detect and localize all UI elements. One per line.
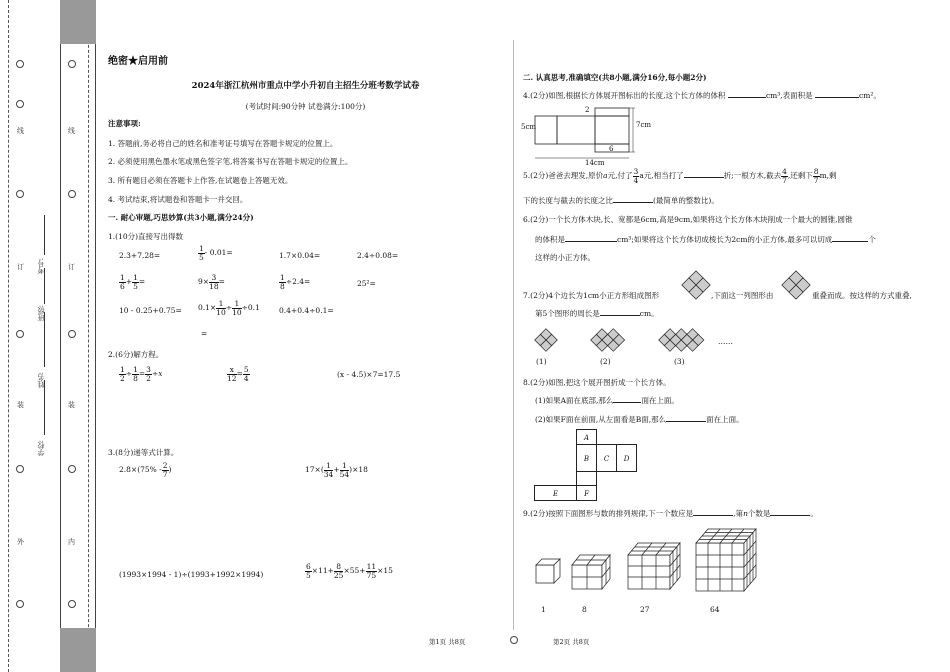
calc-expression: (1993×1994 - 1)÷(1993+1992×1994) xyxy=(119,570,264,579)
question-2: 2.(6分)解方程。 xyxy=(108,350,164,359)
answer-blank[interactable] xyxy=(815,97,859,98)
diamond-figure xyxy=(781,270,811,300)
seal-mark-line: 线 xyxy=(17,127,24,135)
answer-blank[interactable] xyxy=(693,515,733,516)
notice-item: 4. 考试结束,将试题卷和答题卡一并交回。 xyxy=(108,195,248,204)
answer-blank[interactable] xyxy=(832,241,868,242)
question-8: 8.(2分)如图,把这个展开图折成一个长方体。 xyxy=(523,378,671,387)
question-6-cont: 的体积是 cm³;如果将这个长方体切成棱长为2cm的小正方体,最多可以切成 个 xyxy=(535,235,876,244)
ellipsis: …… xyxy=(718,337,733,346)
hole-circle xyxy=(16,330,24,338)
dim-label: 7cm xyxy=(636,121,652,129)
dim-label: 5cm xyxy=(521,123,537,131)
calc-item: 0.1× $\frac{1}{10}$ ÷ $\frac{1}{10}$ ÷0.1 xyxy=(198,299,260,317)
seal-mark-bind: 装 xyxy=(17,401,24,409)
hole-circle xyxy=(68,190,76,198)
page-number-right: 第2页 共8页 xyxy=(553,638,590,646)
figure-label: (3) xyxy=(674,357,685,366)
hole-circle xyxy=(16,190,24,198)
gray-band-bottom xyxy=(60,628,96,672)
calc-item: $\frac{1}{5}$ - 0.01= xyxy=(199,244,233,262)
page-title: 2024年浙江杭州市重点中学小升初自主招生分班考数学试卷 xyxy=(191,81,420,91)
question-7-text: 重叠而成。按这样的方式重叠, xyxy=(812,291,912,300)
binding-frame xyxy=(60,44,96,628)
calc-item: 2.3+7.28= xyxy=(119,251,161,260)
hole-circle xyxy=(16,100,24,108)
hole-circle xyxy=(16,600,24,608)
page-center-mark xyxy=(510,636,518,644)
seal-mark-line: 线 xyxy=(68,127,75,135)
calc-item: 25²= xyxy=(357,279,376,288)
calc-item: $\frac{1}{6}$ + $\frac{1}{5}$ = xyxy=(120,273,146,291)
calc-item: 9× $\frac{3}{18}$ = xyxy=(198,273,225,291)
sequence-number: 1 xyxy=(541,605,546,614)
question-5-cont: 下的长度与截去的长度之比 (最简单的整数比)。 xyxy=(523,196,719,205)
secret-mark: 绝密★启用前 xyxy=(108,56,168,67)
cube-3 xyxy=(628,543,680,589)
hole-circle xyxy=(68,330,76,338)
notice-title: 注意事项: xyxy=(108,119,141,128)
outer-seal-line xyxy=(8,0,9,672)
calc-item-eq: = xyxy=(201,329,208,338)
question-5: 5.(2分)爸爸去理发,原价a元,付了 $\frac{3}{4}$ a元,相当打了 折;一根方木,截去 $\frac{4}{7}$ ,还剩下 $\frac{8}{7}$ m,剩 xyxy=(523,167,837,185)
answer-blank[interactable] xyxy=(728,97,766,98)
binding-strip xyxy=(0,0,96,672)
cube-sequence xyxy=(530,525,770,615)
dim-label: 6 xyxy=(609,145,614,153)
question-3: 3.(8分)递等式计算。 xyxy=(108,448,179,457)
dim-label: 14cm xyxy=(585,159,605,167)
question-6: 6.(2分)一个长方体木块,长、宽都是6cm,高是9cm,如果将这个长方体木块削成一个最大的圆锥,圆锥 xyxy=(523,215,853,224)
figure-label: (2) xyxy=(600,357,611,366)
question-4: 4.(2分)如图,根据长方体展开图标出的长度,这个长方体的体积 cm³,表面积是 cm²。 xyxy=(523,91,881,100)
figure-label: (1) xyxy=(536,357,547,366)
seal-mark-outer: 外 xyxy=(17,538,24,546)
class-label: 班级: xyxy=(37,305,45,322)
calc-expression: 2.8×(75% - $\frac{2}{7}$ ) xyxy=(119,461,172,479)
cube-2 xyxy=(572,555,610,589)
net-face-a: A xyxy=(576,429,597,445)
exam-subtitle: (考试时间:90分钟 试卷满分:100分) xyxy=(245,102,366,111)
hole-circle xyxy=(16,60,24,68)
notice-item: 1. 答题前,务必将自己的姓名和准考证号填写在答题卡规定的位置上。 xyxy=(108,139,338,148)
calc-expression: 17×( $\frac{1}{34}$ + $\frac{1}{54}$ )×18 xyxy=(305,461,368,479)
school-label: 学校: xyxy=(37,440,45,457)
question-7-text: ,下面这一列图形由 xyxy=(711,291,774,300)
question-6-cont: 这样的小正方体。 xyxy=(535,253,595,262)
question-7: 7.(2分)4个边长为1cm小正方形组成图形 xyxy=(523,291,660,300)
equation: $\frac{x}{12}$ = $\frac{5}{4}$ xyxy=(227,365,249,383)
net-face-c: C xyxy=(596,444,617,472)
answer-blank[interactable] xyxy=(613,402,641,403)
seal-mark-inner: 内 xyxy=(68,538,75,546)
equation: $\frac{1}{2}$ ÷ $\frac{1}{8}$ = $\frac{3}{2}$ ÷x xyxy=(120,365,163,383)
answer-blank[interactable] xyxy=(613,202,653,203)
cube-net-figure xyxy=(534,429,644,501)
answer-blank[interactable] xyxy=(684,177,724,178)
net-face-blank xyxy=(576,471,597,486)
question-8-part: (2)如果F面在前面,从左面看是B面,那么 面在上面。 xyxy=(535,415,744,424)
number-label: 考号: xyxy=(37,258,45,275)
net-face-f: F xyxy=(576,485,597,501)
notice-item: 3. 所有题目必须在答题卡上作答,在试题卷上答题无效。 xyxy=(108,176,293,185)
diamond-figure xyxy=(681,270,711,300)
seal-mark-order: 订 xyxy=(68,263,75,271)
hole-circle xyxy=(68,465,76,473)
page-number-left: 第1页 共8页 xyxy=(429,638,466,646)
gray-band-top xyxy=(60,0,96,44)
seal-mark-order: 订 xyxy=(17,263,24,271)
net-face-b: B xyxy=(576,444,597,472)
sequence-number: 27 xyxy=(640,605,650,614)
question-1: 1.(10分)直接写出得数 xyxy=(108,232,184,241)
cube-1 xyxy=(536,559,560,583)
net-face-e: E xyxy=(534,485,577,501)
seal-mark-bind: 装 xyxy=(68,401,75,409)
sequence-number: 64 xyxy=(710,605,720,614)
net-diagram xyxy=(523,104,663,166)
notice-item: 2. 必须使用黑色墨水笔或黑色签字笔,将答案书写在答题卡规定的位置上。 xyxy=(108,157,353,166)
net-face-d: D xyxy=(616,444,637,472)
hole-circle xyxy=(16,465,24,473)
calc-item: $\frac{1}{8}$ ÷2.4= xyxy=(280,273,311,291)
hole-circle xyxy=(68,600,76,608)
page-divider xyxy=(513,40,514,630)
answer-blank[interactable] xyxy=(666,421,706,422)
hole-circle xyxy=(68,60,76,68)
sequence-number: 8 xyxy=(582,605,587,614)
equation: (x - 4.5)×7=17.5 xyxy=(337,370,401,379)
diamond-sequence xyxy=(532,325,732,355)
calc-item: 10 - 0.25+0.75= xyxy=(119,306,182,315)
cube-4 xyxy=(696,529,756,591)
answer-blank[interactable] xyxy=(600,315,640,316)
name-label: 姓名: xyxy=(37,372,45,389)
cuboid-net-figure xyxy=(523,104,663,166)
calc-item: 0.4+0.4÷0.1= xyxy=(279,306,334,315)
section-title: 一. 耐心审题,巧思妙算(共3小题,满分24分) xyxy=(108,213,254,222)
calc-item: 1.7×0.04= xyxy=(279,251,321,260)
answer-blank[interactable] xyxy=(565,241,617,242)
question-8-part: (1)如果A面在底部,那么 面在上面。 xyxy=(535,396,679,405)
answer-blank[interactable] xyxy=(770,515,810,516)
calc-expression: $\frac{6}{5}$ ×11+ $\frac{8}{25}$ ×55+ $\frac{11}{75}$ ×15 xyxy=(306,562,393,580)
question-9: 9.(2分)按照下面图形与数的排列规律,下一个数应是 ,第n个数是 。 xyxy=(523,509,818,518)
question-7-cont: 第5个图形的周长是 cm。 xyxy=(535,309,659,318)
section-title: 二. 认真思考,准确填空(共8小题,满分16分,每小题2分) xyxy=(523,73,707,82)
dim-label: 2 xyxy=(585,106,590,114)
calc-item: 2.4÷0.08= xyxy=(357,251,399,260)
number-fill-line[interactable] xyxy=(44,215,45,255)
